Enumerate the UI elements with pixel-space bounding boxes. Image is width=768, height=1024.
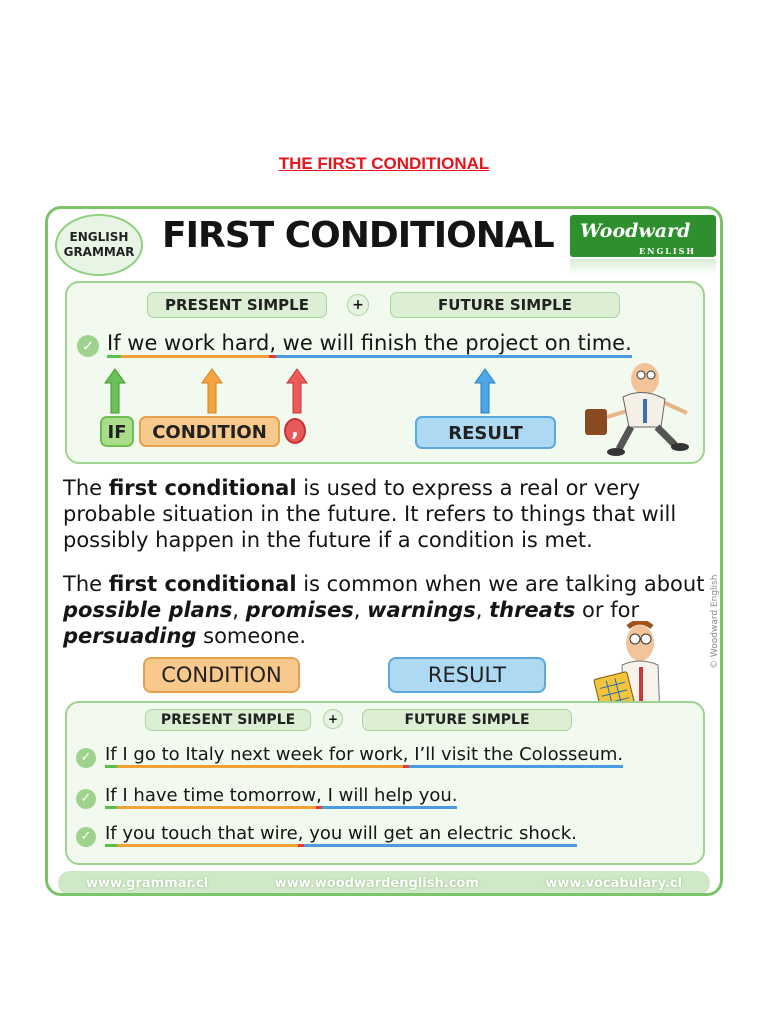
badge-line1: ENGLISH: [69, 230, 129, 244]
arrow-up-icon: [286, 367, 308, 415]
document-title: THE FIRST CONDITIONAL: [278, 154, 490, 173]
example3-result: you will get an electric shock.: [304, 823, 577, 847]
check-leaf-icon: ✓: [76, 748, 96, 768]
main-example-sentence: [107, 331, 632, 355]
para2-warnings: warnings: [367, 598, 476, 622]
para2-threats: threats: [489, 598, 576, 622]
badge-line2: GRAMMAR: [63, 245, 135, 259]
example-sentence-1: [105, 744, 623, 765]
plus-sign: +: [347, 294, 369, 316]
label-comma: ,: [284, 418, 306, 444]
example2-comma: ,: [316, 785, 322, 809]
label-condition: CONDITION: [139, 416, 280, 447]
footer-link-vocabulary[interactable]: www.vocabulary.cl: [545, 875, 682, 891]
para2-g: ,: [353, 598, 368, 622]
condition-label-large: CONDITION: [143, 657, 300, 693]
para2-persuading: persuading: [63, 624, 197, 648]
pill-present-simple: PRESENT SIMPLE: [147, 292, 327, 318]
example2-result: I will help you.: [322, 785, 458, 809]
english-grammar-badge: [55, 214, 143, 276]
para1-term: first conditional: [108, 476, 297, 500]
example1-if: If: [105, 744, 117, 768]
card-heading: FIRST CONDITIONAL: [162, 215, 554, 256]
woodward-logo: [570, 215, 716, 257]
check-leaf-icon: ✓: [77, 335, 99, 357]
sentence-comma: ,: [269, 331, 276, 358]
para2-c: is common when we are talking about: [296, 572, 705, 596]
label-result: RESULT: [415, 416, 556, 449]
example1-comma: ,: [403, 744, 409, 768]
example3-comma: ,: [298, 823, 304, 847]
pill-future-simple: FUTURE SIMPLE: [362, 709, 572, 731]
footer-link-woodward[interactable]: www.woodwardenglish.com: [274, 875, 479, 891]
para1-text-c: is used to express a real or very probable situation in the future. It refers to things that will possibly happen in the future if a condition is met.: [63, 476, 677, 552]
para2-term: first conditional: [108, 572, 297, 596]
arrow-up-icon: [474, 367, 496, 415]
example2-if: If: [105, 785, 117, 809]
pill-present-simple: PRESENT SIMPLE: [145, 709, 311, 731]
para2-possible-plans: possible plans: [63, 598, 233, 622]
example1-result: I’ll visit the Colosseum.: [409, 744, 624, 768]
example3-condition: you touch that wire: [117, 823, 298, 847]
sentence-result: we will finish the project on time.: [276, 331, 632, 358]
result-label-large: RESULT: [388, 657, 546, 693]
logo-name: Woodward: [580, 220, 691, 242]
example1-condition: I go to Italy next week for work: [117, 744, 403, 768]
arrow-up-icon: [201, 367, 223, 415]
grammar-card: [45, 206, 723, 896]
example2-condition: I have time tomorrow: [117, 785, 316, 809]
running-businessman-illustration: [583, 361, 699, 459]
sentence-condition: we work hard: [121, 331, 270, 358]
para2-promises: promises: [245, 598, 354, 622]
example-sentence-3: [105, 823, 577, 844]
para2-e: ,: [232, 598, 246, 622]
logo-reflection: [570, 259, 716, 275]
example-panel-bottom: [65, 701, 705, 865]
side-credit: © Woodward English: [710, 574, 720, 669]
arrow-up-icon: [104, 367, 126, 415]
example-sentence-2: [105, 785, 457, 806]
paragraph-definition: [63, 475, 713, 553]
example3-if: If: [105, 823, 117, 847]
pill-future-simple: FUTURE SIMPLE: [390, 292, 620, 318]
example-panel-top: [65, 281, 705, 464]
para2-k: or for: [575, 598, 640, 622]
check-leaf-icon: ✓: [76, 827, 96, 847]
footer-link-grammar[interactable]: www.grammar.cl: [86, 875, 209, 891]
para1-text-a: The: [63, 476, 109, 500]
para2-a: The: [63, 572, 109, 596]
plus-sign: +: [323, 709, 343, 729]
check-leaf-icon: ✓: [76, 789, 96, 809]
label-if: IF: [100, 416, 134, 447]
footer-bar: [58, 871, 710, 895]
sentence-if: If: [107, 331, 121, 358]
logo-sub: ENGLISH: [639, 246, 696, 256]
para2-i: ,: [475, 598, 490, 622]
para2-m: someone.: [196, 624, 307, 648]
